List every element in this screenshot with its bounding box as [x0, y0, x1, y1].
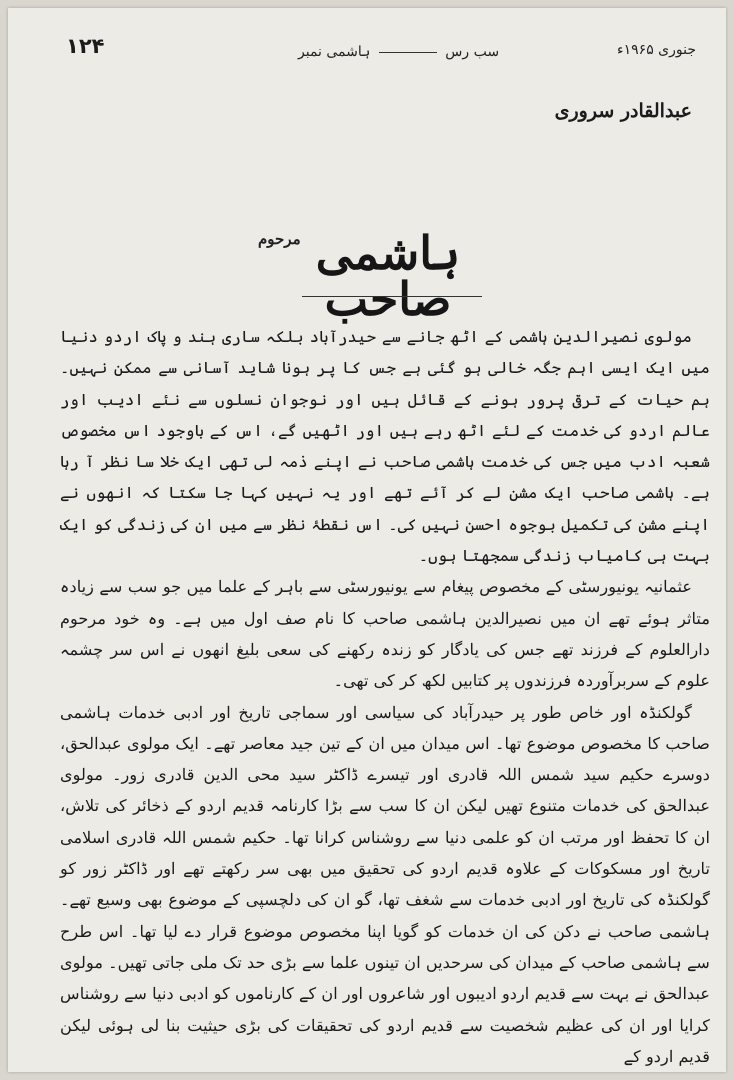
document-page — [8, 8, 726, 1072]
paragraph: گولکنڈہ اور خاص طور پر حیدرآباد کی سیاسی اور سماجی تاریخ اور ادبی خدمات ہاشمی صاحب کا مخصوص موضوع تھا۔ اس میدان میں ان کے تین جید معاصر تھے۔ ایک مولوی عبدالحق، دوسرے حکیم سید شمس اللہ قادری اور تیسرے ڈاکٹر سید محی الدین قادری زور۔ مولوی عبدالحق کی خدمات متنوع تھیں لیکن ان کا سب سے بڑا کارنامہ قدیم اردو کے ذخائر کی تلاش، ان کا تحفظ اور مرتب ان کو علمی دنیا سے روشناس کرانا تھا۔ حکیم شمس اللہ قادری اسلامی تاریخ اور مسکوکات کے علاوہ قدیم اردو کی تحقیق میں بھی سر رکھتے تھے اور ڈاکٹر زور کو گولکنڈہ کی تاریخ اور ادبی خدمات سے شغف تھا، گو ان کی دلچسپی کے موضوع بھی وسیع تھے۔ ہاشمی صاحب نے دکن کی ان خدمات کو گویا اپنا مخصوص موضوع قرار دے لیا تھا۔ اس طرح سے ہاشمی صاحب کے میدان کی سرحدیں ان تینوں علما سے بڑی حد تک ملی جاتی تھیں۔ مولوی عبدالحق نے بہت سے قدیم اردو ادیبوں اور شاعروں اور ان کے کارناموں کو ادبی دنیا سے روشناس کرایا اور ان کی عظیم شخصیت سے قدیم اردو کی تحقیقات کی بڑی حیثیت بنا لی ہوئی لیکن قدیم اردو کے — [60, 702, 710, 1066]
article-body — [60, 321, 710, 1066]
author-name: عبدالقادر سروری — [554, 100, 692, 122]
paragraph: مولوی نصیرالدین ہاشمی کے اٹھ جانے سے حیدرآباد بلکہ ساری ہند و پاک اردو دنیا میں ایک ایسی اہم جگہ خالی ہو گئی ہے جس کا پر ہونا شاید آسانی سے ممکن نہیں۔ ہم حیات کے ترقی پرور ہونے کے قائل ہیں اور نوجوان نسلوں سے نئے ادیب اور عالم اردو کی خدمت کے لئے اٹھ رہے ہیں اور اٹھیں گے، اس کے باوجود اس مخصوص شعبہ ادب میں جس کی خدمت ہاشمی صاحب نے اپنے ذمہ لی تھی ایک خلا سا نظر آ رہا ہے۔ ہاشمی صاحب ایک مشن لے کر آئے تھے اور یہ نہیں کہا جا سکتا کہ انھوں نے اپنے مشن کی تکمیل بوجوہ احسن نہیں کی۔ اس نقطۂ نظر سے میں ان کی زندگی کو ایک بہت ہی کامیاب زندگی سمجھتا ہوں۔ — [60, 327, 710, 566]
running-title-divider — [379, 52, 437, 53]
page-number: ۱۲۴ — [66, 34, 105, 58]
paragraph: عثمانیہ یونیورسٹی کے مخصوص پیغام سے یونیورسٹی سے باہر کے علما میں جو سب سے زیادہ متاثر ہوئے تھے ان میں نصیرالدین ہاشمی صاحب کا نام صف اول میں ہے۔ وہ خود مرحوم دارالعلوم کے فرزند تھے جس کی یادگار کو زندہ رکھنے کی سعی بلیغ انھوں نے اس سر چشمہ علوم کے سربرآوردہ فرزندوں پر کتابیں لکھ کر کی تھی۔ — [60, 577, 710, 691]
article-title-suffix: مرحوم — [258, 230, 301, 248]
running-title — [298, 44, 499, 60]
issue-name: ہاشمی نمبر — [298, 44, 371, 60]
issue-date: جنوری ۱۹۶۵ء — [617, 42, 696, 58]
journal-name: سب رس — [445, 44, 500, 60]
title-underline — [302, 296, 482, 297]
article-title: ہاشمی صاحب — [315, 226, 461, 326]
